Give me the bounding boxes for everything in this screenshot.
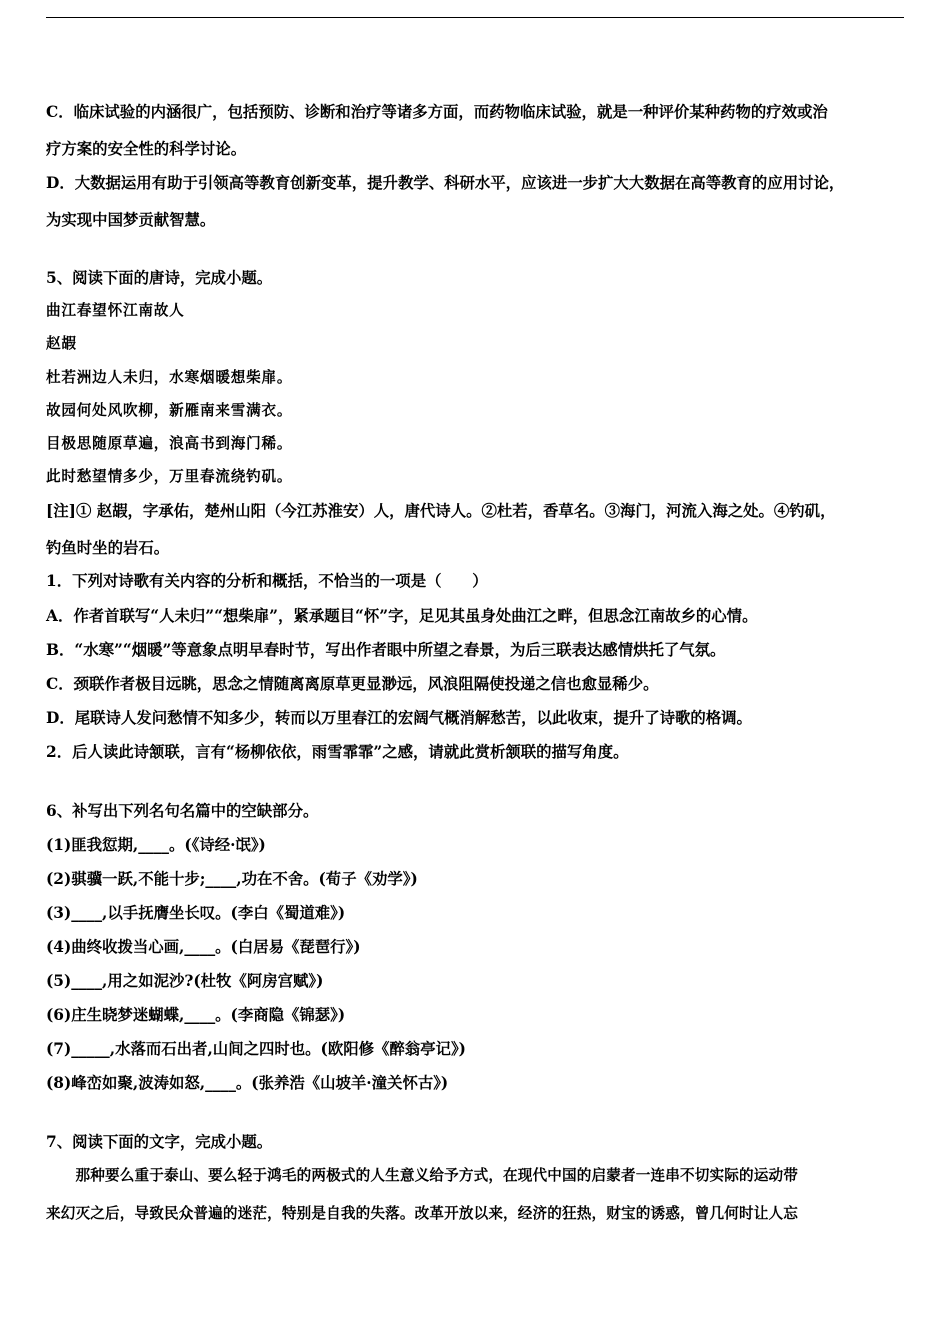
q6-item-4: (4)曲终收拨当心画,____。(白居易《琵琶行》): [46, 938, 361, 956]
poem-note-line-2: 钓鱼时坐的岩石。: [46, 539, 170, 557]
option-d-line-2: 为实现中国梦贡献智慧。: [46, 211, 216, 229]
q6-item-2: (2)骐骥一跃,不能十步;____,功在不舍。(荀子《劝学》): [46, 870, 418, 888]
question-6-heading: 6、补写出下列名句名篇中的空缺部分。: [46, 802, 319, 820]
q5-option-c: C．颈联作者极目远眺，思念之情随离离原草更显渺远，风浪阻隔使投递之信也愈显稀少。: [46, 675, 659, 693]
poem-author: 赵嘏: [46, 335, 77, 352]
poem-line-3: 目极思随原草遍，浪高书到海门稀。: [46, 435, 293, 452]
q6-item-5: (5)____,用之如泥沙?(杜牧《阿房宫赋》): [46, 972, 324, 990]
option-d-line-1: D．大数据运用有助于引领高等教育创新变革，提升教学、科研水平，应该进一步扩大大数据在高等教育的应用讨论，: [46, 174, 845, 192]
poem-note-line-1: [注]① 赵嘏，字承佑，楚州山阳（今江苏淮安）人，唐代诗人。②杜若，香草名。③海门，河流入海之处。④钓矶，: [46, 502, 836, 520]
poem-line-1: 杜若洲边人未归，水寒烟暖想柴扉。: [46, 369, 293, 386]
q6-item-3: (3)____,以手抚膺坐长叹。(李白《蜀道难》): [46, 904, 346, 922]
poem-line-2: 故园何处风吹柳，新雁南来雪满衣。: [46, 402, 293, 419]
q6-item-8: (8)峰峦如聚,波涛如怒,____。(张养浩《山坡羊·潼关怀古》): [46, 1074, 449, 1092]
question-7-heading: 7、阅读下面的文字，完成小题。: [46, 1133, 273, 1151]
q5-option-b: B．“水寒”“烟暖”等意象点明早春时节，写出作者眼中所望之春景，为后三联表达感情烘托了气氛。: [46, 641, 726, 659]
option-c-line-2: 疗方案的安全性的科学讨论。: [46, 140, 247, 158]
option-c-line-1: C．临床试验的内涵很广，包括预防、诊断和治疗等诸多方面，而药物临床试验，就是一种评价某种药物的疗效或治: [46, 103, 828, 121]
q5-option-d: D．尾联诗人发问愁情不知多少，转而以万里春江的宏阔气概消解愁苦，以此收束，提升了诗歌的格调。: [46, 709, 752, 727]
question-5-sub-1: 1．下列对诗歌有关内容的分析和概括，不恰当的一项是（ ）: [46, 572, 488, 590]
header-rule: [46, 17, 904, 18]
q6-item-1: (1)匪我愆期,____。(《诗经·氓》): [46, 836, 266, 854]
poem-title: 曲江春望怀江南故人: [46, 302, 185, 319]
q7-paragraph-line-2: 来幻灭之后，导致民众普遍的迷茫，特别是自我的失落。改革开放以来，经济的狂热，财宝的诱惑，曾几何时让人忘: [46, 1205, 798, 1222]
q7-paragraph-line-1: 那种要么重于泰山、要么轻于鸿毛的两极式的人生意义给予方式，在现代中国的启蒙者一连串不切实际的运动带: [46, 1167, 798, 1184]
question-5-sub-2: 2．后人读此诗颔联，言有“杨柳依依，雨雪霏霏”之感，请就此赏析颔联的描写角度。: [46, 743, 629, 761]
q5-option-a: A．作者首联写“人未归”“想柴扉”，紧承题目“怀”字，足见其虽身处曲江之畔，但思念江南故乡的心情。: [46, 607, 758, 625]
poem-line-4: 此时愁望情多少，万里春流绕钓矶。: [46, 468, 293, 485]
q6-item-7: (7)_____,水落而石出者,山间之四时也。(欧阳修《醉翁亭记》): [46, 1040, 466, 1058]
q6-item-6: (6)庄生晓梦迷蝴蝶,____。(李商隐《锦瑟》): [46, 1006, 346, 1024]
question-5-heading: 5、阅读下面的唐诗，完成小题。: [46, 269, 273, 287]
